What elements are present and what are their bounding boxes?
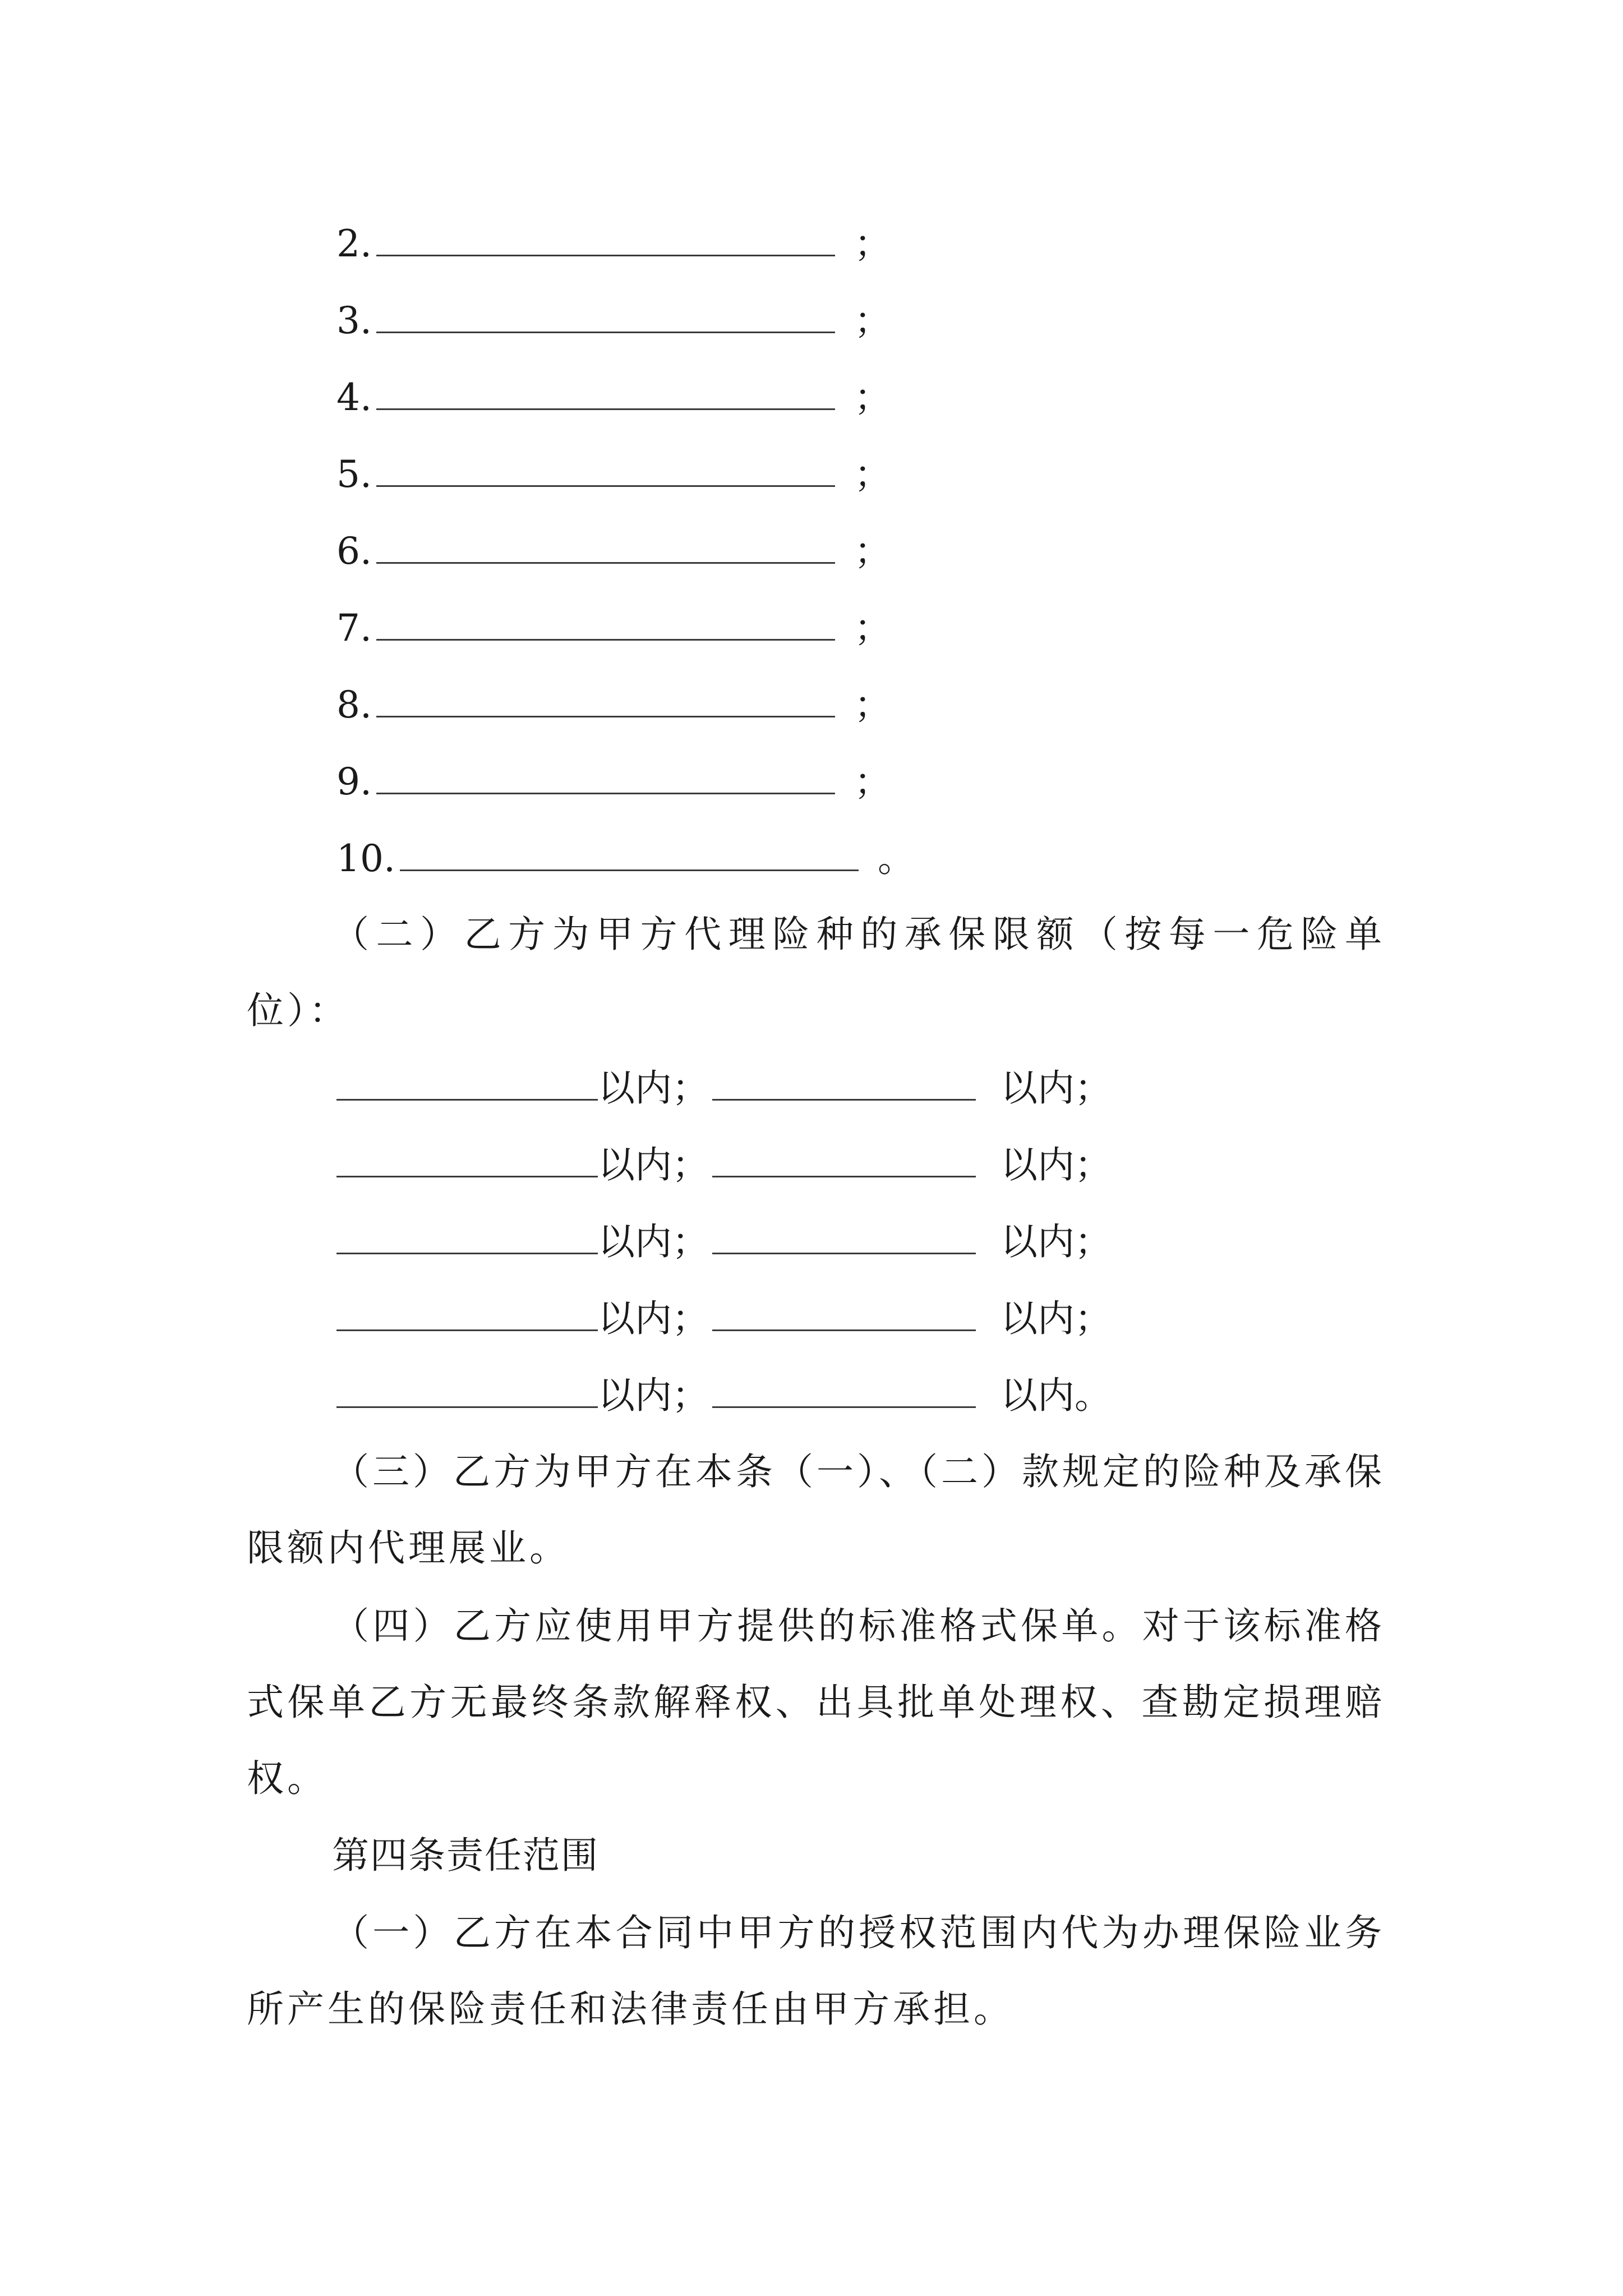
fill-in-blank — [400, 841, 859, 871]
list-item-end: ； — [854, 222, 891, 265]
list-item-number: 6. — [336, 530, 372, 573]
list-item-end: ； — [854, 376, 891, 419]
list-item-end: ； — [854, 760, 891, 803]
limit-right-text: 以内。 — [1000, 1374, 1112, 1417]
fill-in-blank — [336, 1225, 598, 1254]
fill-in-blank — [376, 611, 835, 641]
list-item-number: 2. — [336, 222, 372, 265]
list-item-end: ； — [854, 606, 891, 650]
limit-row — [336, 1297, 1112, 1340]
limit-row — [336, 1066, 1112, 1110]
fill-in-blank — [376, 457, 835, 487]
list-item-number: 7. — [336, 606, 372, 650]
fill-in-blank — [336, 1071, 598, 1101]
list-item — [336, 606, 891, 650]
limit-right-text: 以内； — [1000, 1143, 1112, 1186]
limit-left-text: 以内； — [598, 1220, 709, 1263]
fill-in-blank — [376, 688, 835, 717]
fill-in-blank — [336, 1148, 598, 1177]
list-item — [336, 760, 891, 803]
fill-in-blank — [376, 534, 835, 564]
fill-in-blank — [336, 1301, 598, 1331]
limit-right-text: 以内； — [1000, 1297, 1112, 1340]
fill-in-blank — [376, 303, 835, 333]
limit-row — [336, 1374, 1112, 1417]
fill-in-blank — [376, 765, 835, 794]
list-item — [336, 222, 891, 265]
list-item-number: 8. — [336, 683, 372, 726]
list-item-number: 3. — [336, 299, 372, 342]
list-item — [336, 376, 891, 419]
list-item-end: ； — [854, 683, 891, 726]
limit-left-text: 以内； — [598, 1297, 709, 1340]
limit-left-text: 以内； — [598, 1143, 709, 1186]
limit-left-text: 以内； — [598, 1374, 709, 1417]
section-4-paragraph: （四）乙方应使用甲方提供的标准格式保单。对于该标准格式保单乙方无最终条款解释权、出具批单处理权、查勘定损理赔权。 — [247, 1604, 1385, 1800]
fill-in-blank — [712, 1071, 976, 1101]
list-item-number: 10. — [336, 837, 395, 880]
fill-in-blank — [336, 1378, 598, 1408]
list-item — [336, 453, 891, 496]
list-item-end: ； — [854, 299, 891, 342]
fill-in-blank — [712, 1378, 976, 1408]
list-item — [336, 530, 891, 573]
section-2-heading: （二）乙方为甲方代理险种的承保限额（按每一危险单位）： — [247, 913, 1385, 1032]
fill-in-blank — [712, 1148, 976, 1177]
limit-right-text: 以内； — [1000, 1066, 1112, 1110]
list-item-end: 。 — [877, 837, 915, 880]
list-item — [336, 299, 891, 342]
fill-in-blank — [376, 380, 835, 410]
limit-row — [336, 1143, 1112, 1186]
list-item-number: 5. — [336, 453, 372, 496]
section-3-paragraph: （三）乙方为甲方在本条（一）、（二）款规定的险种及承保限额内代理展业。 — [247, 1450, 1385, 1570]
limit-left-text: 以内； — [598, 1066, 709, 1110]
list-item-end: ； — [854, 530, 891, 573]
list-item — [336, 683, 891, 726]
fill-in-blank — [712, 1225, 976, 1254]
fill-in-blank — [376, 227, 835, 256]
list-item — [336, 837, 915, 880]
limit-row — [336, 1220, 1112, 1263]
limit-right-text: 以内； — [1000, 1220, 1112, 1263]
list-item-number: 9. — [336, 760, 372, 803]
fill-in-blank — [712, 1301, 976, 1331]
article-4-item-1: （一）乙方在本合同中甲方的授权范围内代为办理保险业务所产生的保险责任和法律责任由甲方承担。 — [247, 1911, 1385, 2031]
list-item-end: ； — [854, 453, 891, 496]
article-4-heading: 第四条责任范围 — [332, 1834, 599, 1877]
list-item-number: 4. — [336, 376, 372, 419]
